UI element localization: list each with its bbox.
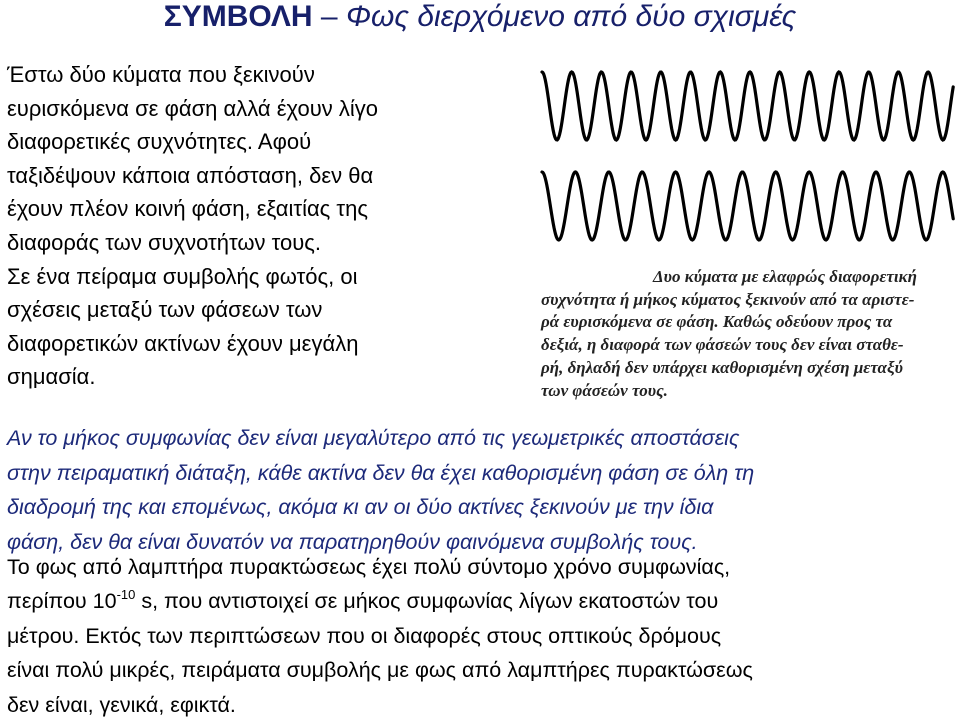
caption-line: ρή, δηλαδή δεν υπάρχει καθορισμένη σχέση μεταξύ <box>541 357 903 377</box>
intro-line: Έστω δύο κύματα που ξεκινούν <box>7 62 315 87</box>
waves-figure <box>538 62 958 262</box>
lamp-paragraph <box>7 550 957 722</box>
caption-line: Δυο κύματα με ελαφρώς διαφορετική <box>653 267 917 286</box>
intro-line: διαφοράς των συχνοτήτων τους. <box>7 229 322 255</box>
caption-line: συχνότητα ή μήκος κύματος ξεκινούν από τα αριστε- <box>541 289 915 309</box>
intro-line: σχέσεις μεταξύ των φάσεων των <box>7 297 323 323</box>
caption-line: των φάσεών τους. <box>541 380 668 400</box>
title-bold: ΣΥΜΒΟΛΗ <box>163 0 313 33</box>
intro-line: Σε ένα πείραμα συμβολής φωτός, οι <box>7 263 358 289</box>
intro-line: ευρισκόμενα σε φάση αλλά έχουν λίγο <box>7 95 378 121</box>
intro-line: ταξιδέψουν κάποια απόσταση, δεν θα <box>7 162 374 188</box>
title-italic: Φως διερχόμενο από δύο σχισμές <box>345 0 797 33</box>
body-text: s, που αντιστοιχεί σε μήκος συμφωνίας λίγων εκατοστών του <box>135 589 719 614</box>
intro-line: έχουν πλέον κοινή φάση, εξαιτίας της <box>7 196 368 222</box>
intro-line: διαφορετικών ακτίνων έχουν μεγάλη <box>7 330 359 356</box>
wave-bottom <box>542 172 953 240</box>
figure-caption <box>541 266 960 402</box>
title-dash: – <box>312 0 346 33</box>
exponent: -10 <box>116 587 136 603</box>
body-line: δεν είναι, γενικά, εφικτά. <box>7 692 236 717</box>
italic-line: διαδρομή της και επομένως, ακόμα κι αν οι δύο ακτίνες ξεκινούν με την ίδια <box>7 495 714 520</box>
body-line: είναι πολύ μικρές, πειράματα συμβολής με φως από λαμπτήρες πυρακτώσεως <box>7 658 753 683</box>
coherence-paragraph <box>7 421 957 559</box>
body-text: περίπου 10 <box>7 589 117 614</box>
italic-line: Αν το μήκος συμφωνίας δεν είναι μεγαλύτερο από τις γεωμετρικές αποστάσεις <box>7 426 740 450</box>
body-line <box>7 584 957 618</box>
body-line: Το φως από λαμπτήρα πυρακτώσεως έχει πολύ σύντομο χρόνο συμφωνίας, <box>7 555 731 579</box>
slide-title <box>0 0 960 34</box>
intro-line: διαφορετικές συχνότητες. Αφού <box>7 129 312 155</box>
italic-line: φάση, δεν θα είναι δυνατόν να παρατηρηθούν φαινόμενα συμβολής τους. <box>7 529 698 554</box>
caption-line: ρά ευρισκόμενα σε φάση. Καθώς οδεύουν προς τα <box>541 312 893 332</box>
intro-line: σημασία. <box>7 364 96 390</box>
intro-paragraph <box>7 58 527 394</box>
caption-line: δεξιά, η διαφορά των φάσεών τους δεν είναι σταθε- <box>541 335 904 355</box>
wave-top <box>542 72 953 140</box>
body-line: μέτρου. Εκτός των περιπτώσεων που οι διαφορές στους οπτικούς δρόμους <box>7 623 722 648</box>
italic-line: στην πειραματική διάταξη, κάθε ακτίνα δεν θα έχει καθορισμένη φάση σε όλη τη <box>7 460 755 485</box>
